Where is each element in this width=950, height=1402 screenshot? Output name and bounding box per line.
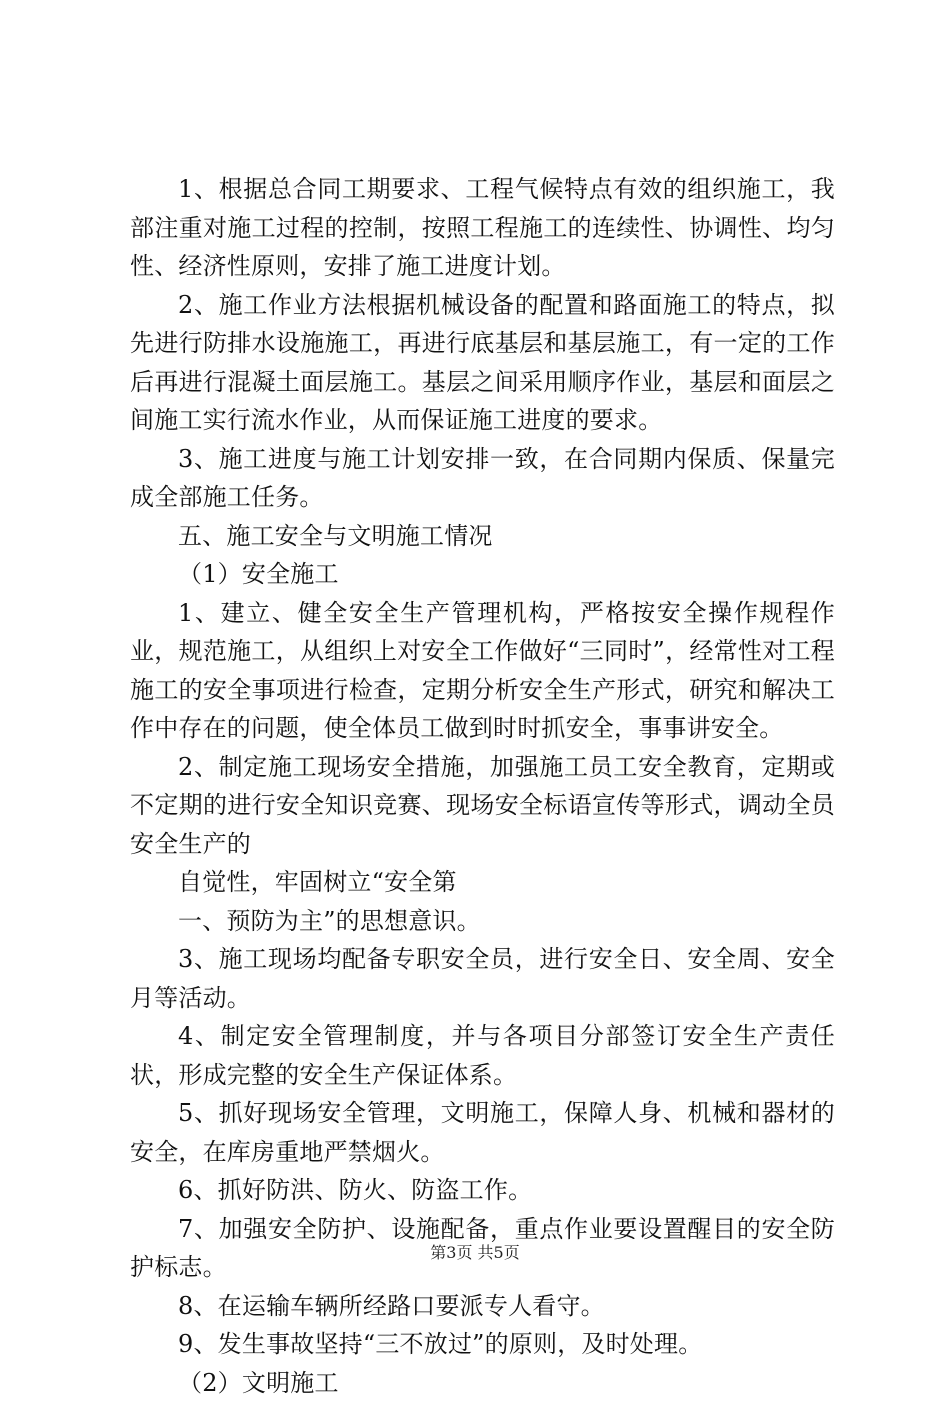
- paragraph: 3、施工进度与施工计划安排一致，在合同期内保质、保量完成全部施工任务。: [130, 440, 835, 517]
- paragraph: 1、建立、健全安全生产管理机构，严格按安全操作规程作业，规范施工，从组织上对安全工作做好“三同时”，经常性对工程施工的安全事项进行检查，定期分析安全生产形式，研究和解决工作中存在的问题，使全体员工做到时时抓安全，事事讲安全。: [130, 594, 835, 748]
- section-heading: 五、施工安全与文明施工情况: [130, 517, 835, 556]
- paragraph: 自觉性，牢固树立“安全第: [130, 863, 835, 902]
- paragraph: 一、预防为主”的思想意识。: [130, 902, 835, 941]
- paragraph: 5、抓好现场安全管理，文明施工，保障人身、机械和器材的安全，在库房重地严禁烟火。: [130, 1094, 835, 1171]
- paragraph: 4、制定安全管理制度，并与各项目分部签订安全生产责任状，形成完整的安全生产保证体系。: [130, 1017, 835, 1094]
- paragraph: 1、根据总合同工期要求、工程气候特点有效的组织施工，我部注重对施工过程的控制，按照工程施工的连续性、协调性、均匀性、经济性原则，安排了施工进度计划。: [130, 170, 835, 286]
- subsection-heading: （1）安全施工: [130, 555, 835, 594]
- document-body: [130, 170, 835, 1402]
- subsection-heading: （2）文明施工: [130, 1364, 835, 1402]
- paragraph: 9、发生事故坚持“三不放过”的原则，及时处理。: [130, 1325, 835, 1364]
- paragraph: 7、加强安全防护、设施配备，重点作业要设置醒目的安全防护标志。: [130, 1210, 835, 1287]
- paragraph: 6、抓好防洪、防火、防盗工作。: [130, 1171, 835, 1210]
- page-footer: 第3页 共5页: [0, 1243, 950, 1263]
- paragraph: 8、在运输车辆所经路口要派专人看守。: [130, 1287, 835, 1326]
- paragraph: 3、施工现场均配备专职安全员，进行安全日、安全周、安全月等活动。: [130, 940, 835, 1017]
- paragraph: 2、施工作业方法根据机械设备的配置和路面施工的特点，拟先进行防排水设施施工，再进行底基层和基层施工，有一定的工作后再进行混凝土面层施工。基层之间采用顺序作业，基层和面层之间施工实行流水作业，从而保证施工进度的要求。: [130, 286, 835, 440]
- paragraph: 2、制定施工现场安全措施，加强施工员工安全教育，定期或不定期的进行安全知识竞赛、现场安全标语宣传等形式，调动全员安全生产的: [130, 748, 835, 864]
